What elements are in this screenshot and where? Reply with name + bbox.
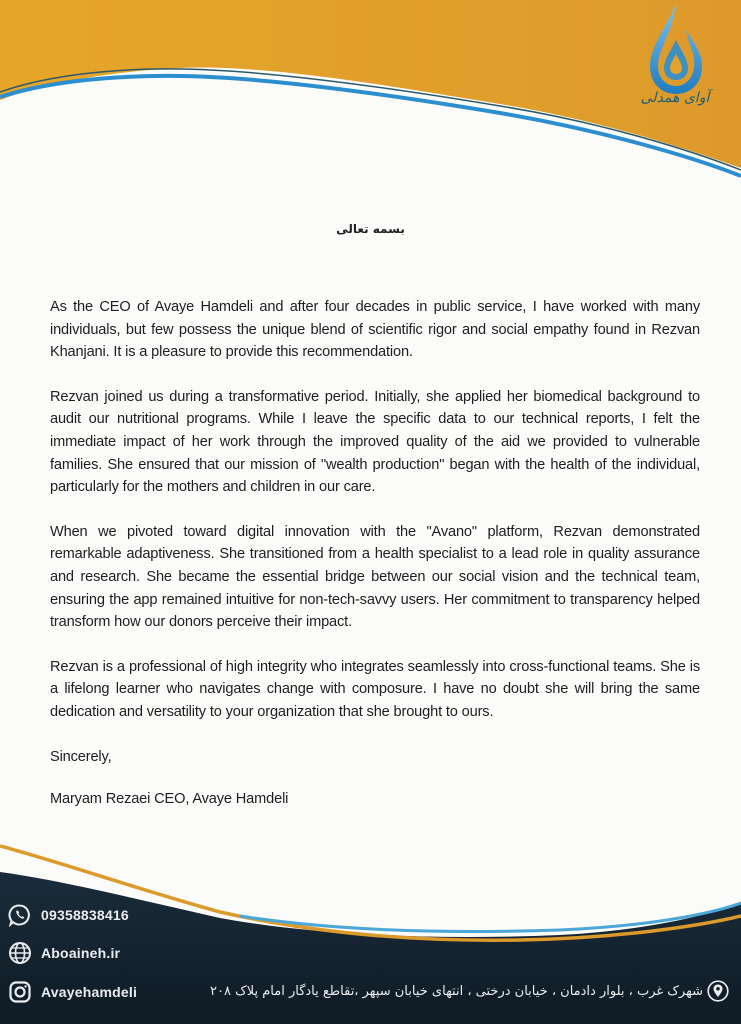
salutation-heading: بسمه تعالی (336, 222, 405, 236)
instagram-icon (8, 980, 32, 1004)
whatsapp-icon (8, 903, 32, 927)
letter-body (50, 296, 700, 833)
contact-instagram (8, 980, 137, 1004)
location-pin-icon (707, 980, 729, 1002)
logo-text: آوای همدلی (640, 90, 710, 106)
signature: Maryam Rezaei CEO, Avaye Hamdeli (50, 791, 289, 808)
closing: Sincerely, (50, 748, 112, 765)
globe-icon (8, 941, 32, 965)
paragraph-4: Rezvan is a professional of high integrity who integrates seamlessly into cross-functional teams. She is a lifelong learner who navigates change with composure. I have no doubt she will bring the same dedication and versatility to your organization that she brought to ours. (50, 658, 700, 720)
paragraph-3: When we pivoted toward digital innovation with the "Avano" platform, Rezvan demonstrated remarkable adaptiveness. She transitioned from a health specialist to a lead role in quality assurance and research. She became the essential bridge between our social vision and the technical team, ensuring the app remained intuitive for non-tech-savvy users. Her commitment to transparency helped transform how our donors perceive their impact. (50, 523, 700, 631)
paragraph-1: As the CEO of Avaye Hamdeli and after four decades in public service, I have worked with many individuals, but few possess the unique blend of scientific rigor and social empathy found in Rezvan Khanjani. It is a pleasure to provide this recommendation. (50, 299, 700, 361)
contact-website (8, 941, 120, 965)
phone-number: 09358838416 (41, 907, 129, 923)
instagram-handle[interactable]: Avayehamdeli (41, 984, 138, 1000)
paragraph-2: Rezvan joined us during a transformative period. Initially, she applied her biomedical background to audit our nutritional programs. While I leave the specific data to our technical reports, I felt the immediate impact of her work through the improved quality of the aid we provided to vulnerable families. She ensured that our mission of "wealth production" began with the health of the individual, particularly for the mothers and children in our care. (50, 388, 700, 496)
contact-phone (8, 903, 129, 927)
footer-address (210, 980, 729, 1002)
address-text: شهرک غرب ، بلوار دادمان ، خیابان درختی ، انتهای خیابان سپهر ،تقاطع یادگار امام پلاک ۲۰۸ (210, 983, 703, 999)
website-link[interactable]: Aboaineh.ir (41, 945, 121, 961)
